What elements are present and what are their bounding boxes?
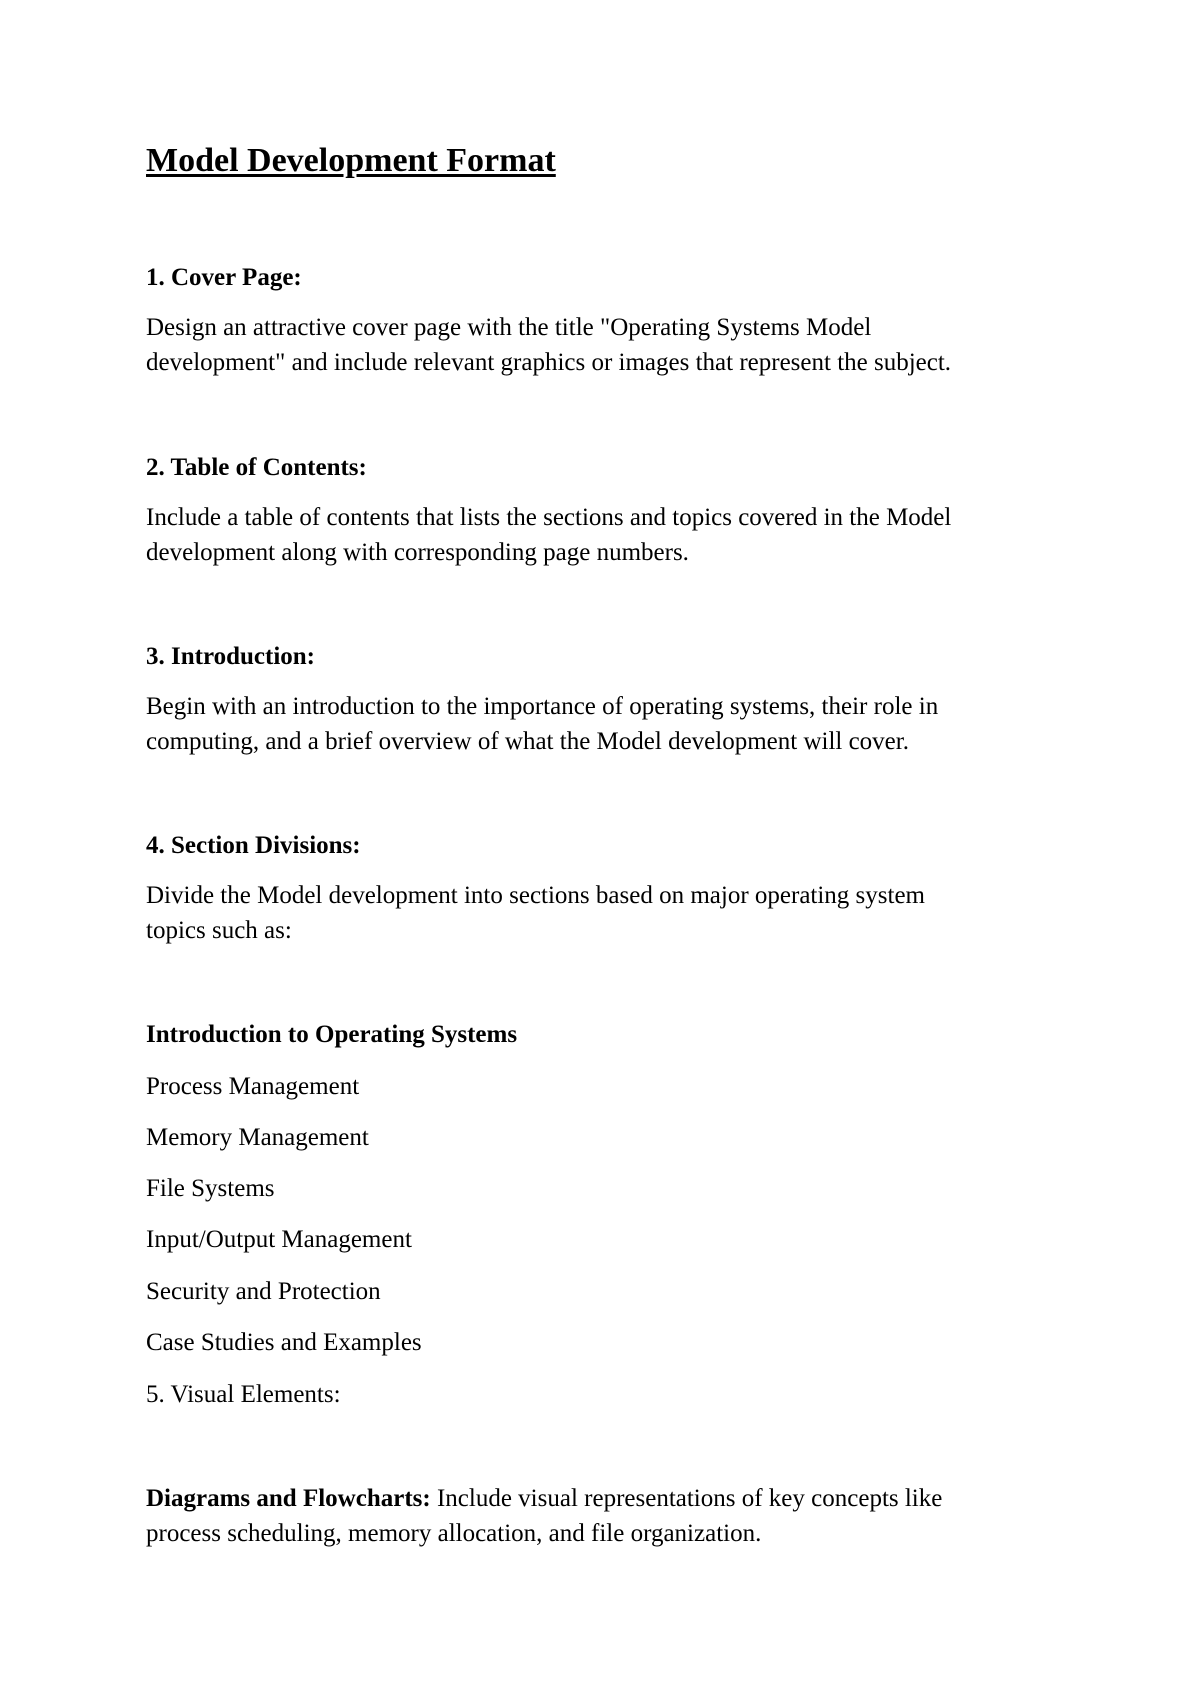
- topic-item: Process Management: [146, 1073, 360, 1100]
- section-body-introduction: [146, 689, 1096, 759]
- section-body-cover-page: [146, 310, 1096, 380]
- section-heading-introduction: 3. Introduction:: [146, 643, 316, 670]
- paragraph-line: process scheduling, memory allocation, and file organization.: [146, 1520, 762, 1547]
- paragraph-line: [146, 1481, 1096, 1516]
- section-heading-table-of-contents: 2. Table of Contents:: [146, 454, 367, 481]
- section-heading-visual-elements: 5. Visual Elements:: [146, 1381, 341, 1408]
- topic-item: Case Studies and Examples: [146, 1329, 422, 1356]
- page-title: Model Development Format: [146, 142, 556, 179]
- paragraph-line: Divide the Model development into sections based on major operating system: [146, 882, 926, 909]
- paragraph-line: Begin with an introduction to the importance of operating systems, their role in: [146, 693, 939, 720]
- diagrams-flowcharts-label: Diagrams and Flowcharts:: [146, 1485, 431, 1512]
- topic-item: Input/Output Management: [146, 1226, 412, 1253]
- paragraph-line: Design an attractive cover page with the title "Operating Systems Model: [146, 314, 872, 341]
- topic-item: File Systems: [146, 1175, 275, 1202]
- paragraph-line: development along with corresponding page numbers.: [146, 539, 689, 566]
- paragraph-line: topics such as:: [146, 917, 292, 944]
- topic-item: Memory Management: [146, 1124, 369, 1151]
- topic-introduction-to-operating-systems: Introduction to Operating Systems: [146, 1021, 518, 1048]
- paragraph-line: development" and include relevant graphics or images that represent the subject.: [146, 349, 952, 376]
- visual-elements-body: [146, 1481, 1096, 1551]
- section-heading-section-divisions: 4. Section Divisions:: [146, 832, 361, 859]
- paragraph-line: Include a table of contents that lists the sections and topics covered in the Model: [146, 504, 952, 531]
- paragraph-line: computing, and a brief overview of what the Model development will cover.: [146, 728, 909, 755]
- section-body-section-divisions: [146, 878, 1096, 948]
- section-body-table-of-contents: [146, 500, 1096, 570]
- section-heading-cover-page: 1. Cover Page:: [146, 264, 302, 291]
- topic-item: Security and Protection: [146, 1278, 381, 1305]
- diagrams-flowcharts-text: Include visual representations of key concepts like: [430, 1485, 943, 1512]
